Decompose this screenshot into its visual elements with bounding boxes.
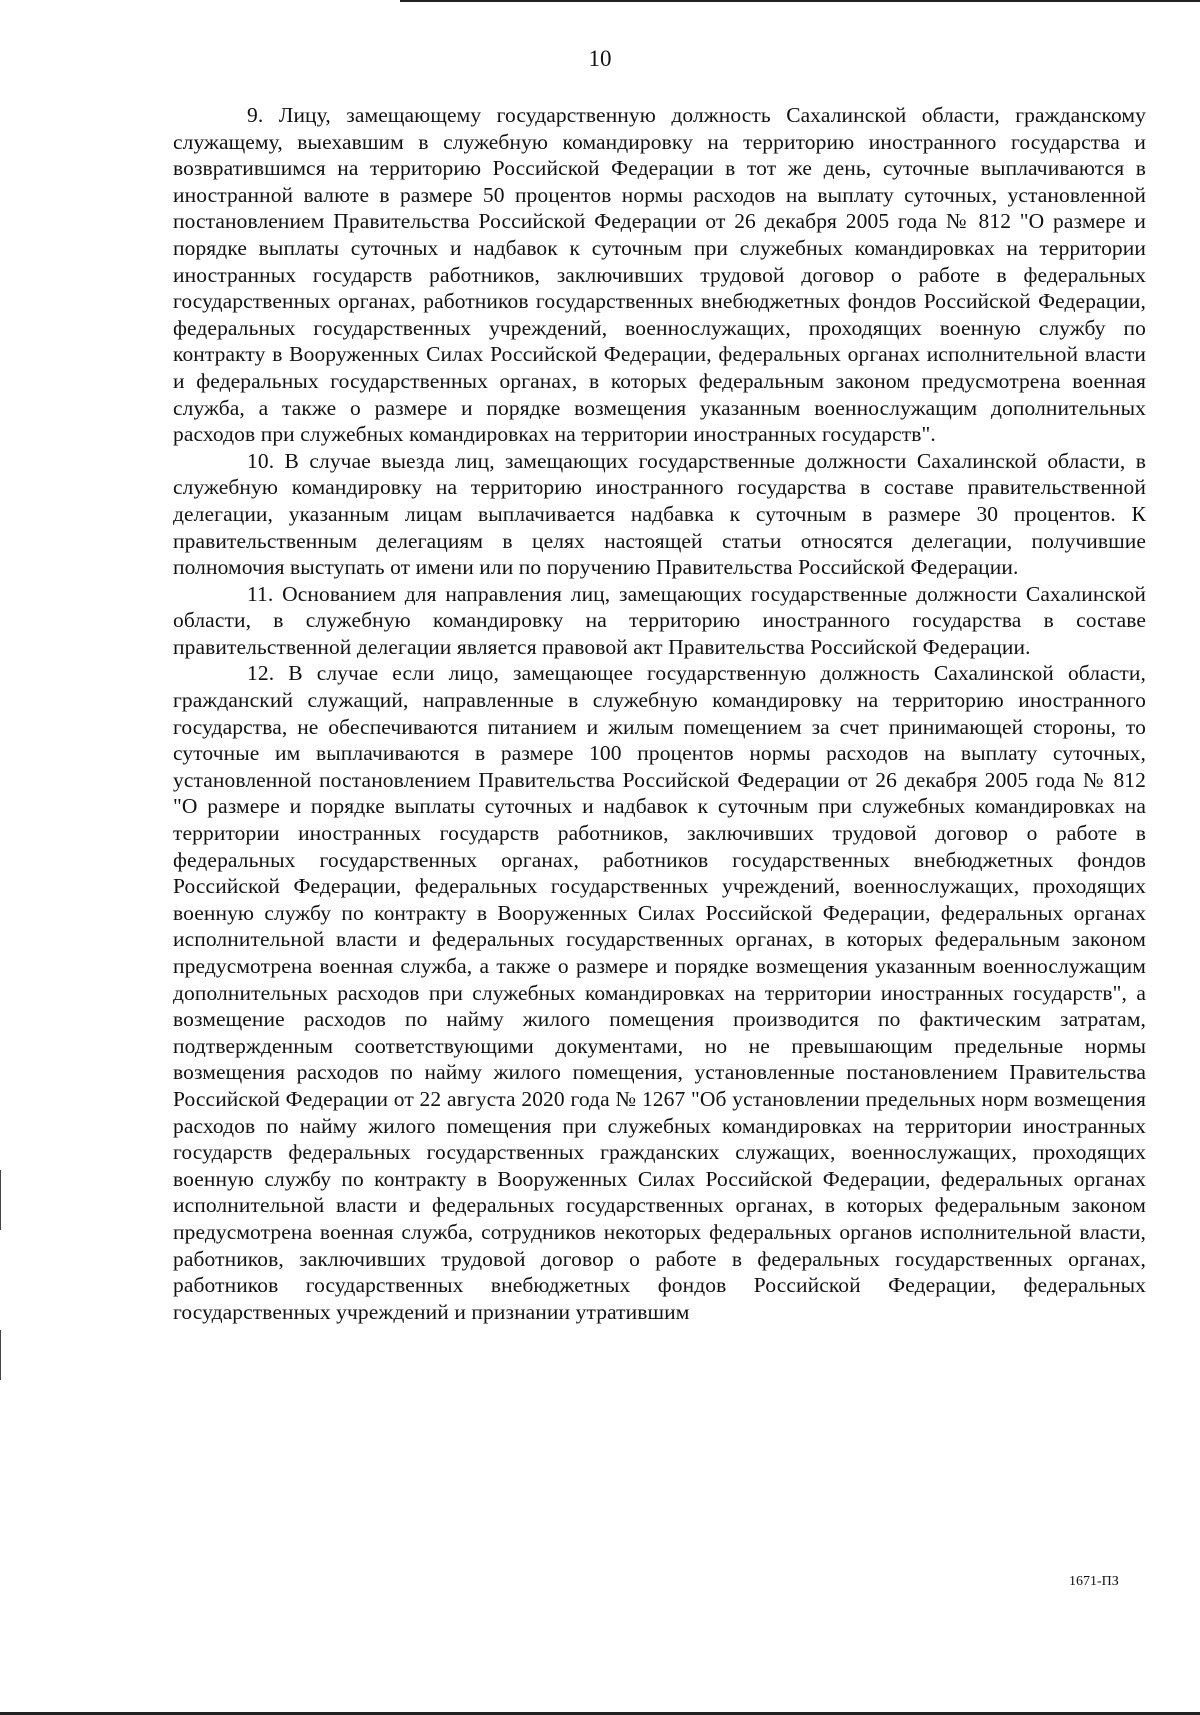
scan-left-edge-mark — [0, 1330, 1, 1380]
paragraph-12: 12. В случае если лицо, замещающее государственную должность Сахалинской области, гражданский служащий, направленные в служебную командировку на территорию иностранного государства, не обеспечиваются питанием и жилым помещением за счет принимающей стороны, то суточные им выплачиваются в размере 100 процентов нормы расходов на выплату суточных, установленной постановлением Правительства Российской Федерации от 26 декабря 2005 года № 812 "О размере и порядке выплаты суточных и надбавок к суточным при служебных командировках на территории иностранных государств работников, заключивших трудовой договор о работе в федеральных государственных органах, работников государственных внебюджетных фондов Российской Федерации, федеральных государственных учреждений, военнослужащих, проходящих военную службу по контракту в Вооруженных Силах Российской Федерации, федеральных органах исполнительной власти и федеральных государственных органах, в которых федеральным законом предусмотрена военная служба, а также о размере и порядке возмещения указанным военнослужащим дополнительных расходов при служебных командировках на территории иностранных государств", а возмещение расходов по найму жилого помещения производится по фактическим затратам, подтвержденным соответствующими документами, но не превышающим предельные нормы возмещения расходов по найму жилого помещения, установленные постановлением Правительства Российской Федерации от 22 августа 2020 года № 1267 "Об установлении предельных норм возмещения расходов по найму жилого помещения при служебных командировках на территории иностранных государств федеральных государственных гражданских служащих, военнослужащих, проходящих военную службу по контракту в Вооруженных Силах Российской Федерации, федеральных органах исполнительной власти и федеральных государственных органах, в которых федеральным законом предусмотрена военная служба, сотрудников некоторых федеральных органов исполнительной власти, работников, заключивших трудовой договор о работе в федеральных государственных органах, работников государственных внебюджетных фондов Российской Федерации, федеральных государственных учреждений и признании утратившим — [173, 661, 1146, 1324]
document-code: 1671-ПЗ — [1069, 1574, 1119, 1589]
paragraph-10: 10. В случае выезда лиц, замещающих государственные должности Сахалинской области, в служебную командировку на территорию иностранного государства в составе правительственной делегации, указанным лицам выплачивается надбавка к суточным в размере 30 процентов. К правительственным делегациям в целях настоящей статьи относятся делегации, получившие полномочия выступать от имени или по поручению Правительства Российской Федерации. — [173, 448, 1146, 580]
scan-left-edge-mark — [0, 1170, 1, 1230]
scan-top-edge-line — [400, 0, 1200, 2]
page-number: 10 — [588, 46, 612, 71]
paragraph-9: 9. Лицу, замещающему государственную должность Сахалинской области, гражданскому служащему, выехавшим в служебную командировку на территорию иностранного государства и возвратившимся на территорию Российской Федерации в тот же день, суточные выплачиваются в иностранной валюте в размере 50 процентов нормы расходов на выплату суточных, установленной постановлением Правительства Российской Федерации от 26 декабря 2005 года № 812 "О размере и порядке выплаты суточных и надбавок к суточным при служебных командировках на территории иностранных государств работников, заключивших трудовой договор о работе в федеральных государственных органах, работников государственных внебюджетных фондов Российской Федерации, федеральных государственных учреждений, военнослужащих, проходящих военную службу по контракту в Вооруженных Силах Российской Федерации, федеральных органах исполнительной власти и федеральных государственных органах, в которых федеральным законом предусмотрена военная служба, а также о размере и порядке возмещения указанным военнослужащим дополнительных расходов при служебных командировках на территории иностранных государств". — [173, 103, 1146, 447]
document-body — [173, 102, 1146, 1325]
paragraph-11: 11. Основанием для направления лиц, замещающих государственные должности Сахалинской области, в служебную командировку на территорию иностранного государства в составе правительственной делегации является правовой акт Правительства Российской Федерации. — [173, 581, 1146, 659]
